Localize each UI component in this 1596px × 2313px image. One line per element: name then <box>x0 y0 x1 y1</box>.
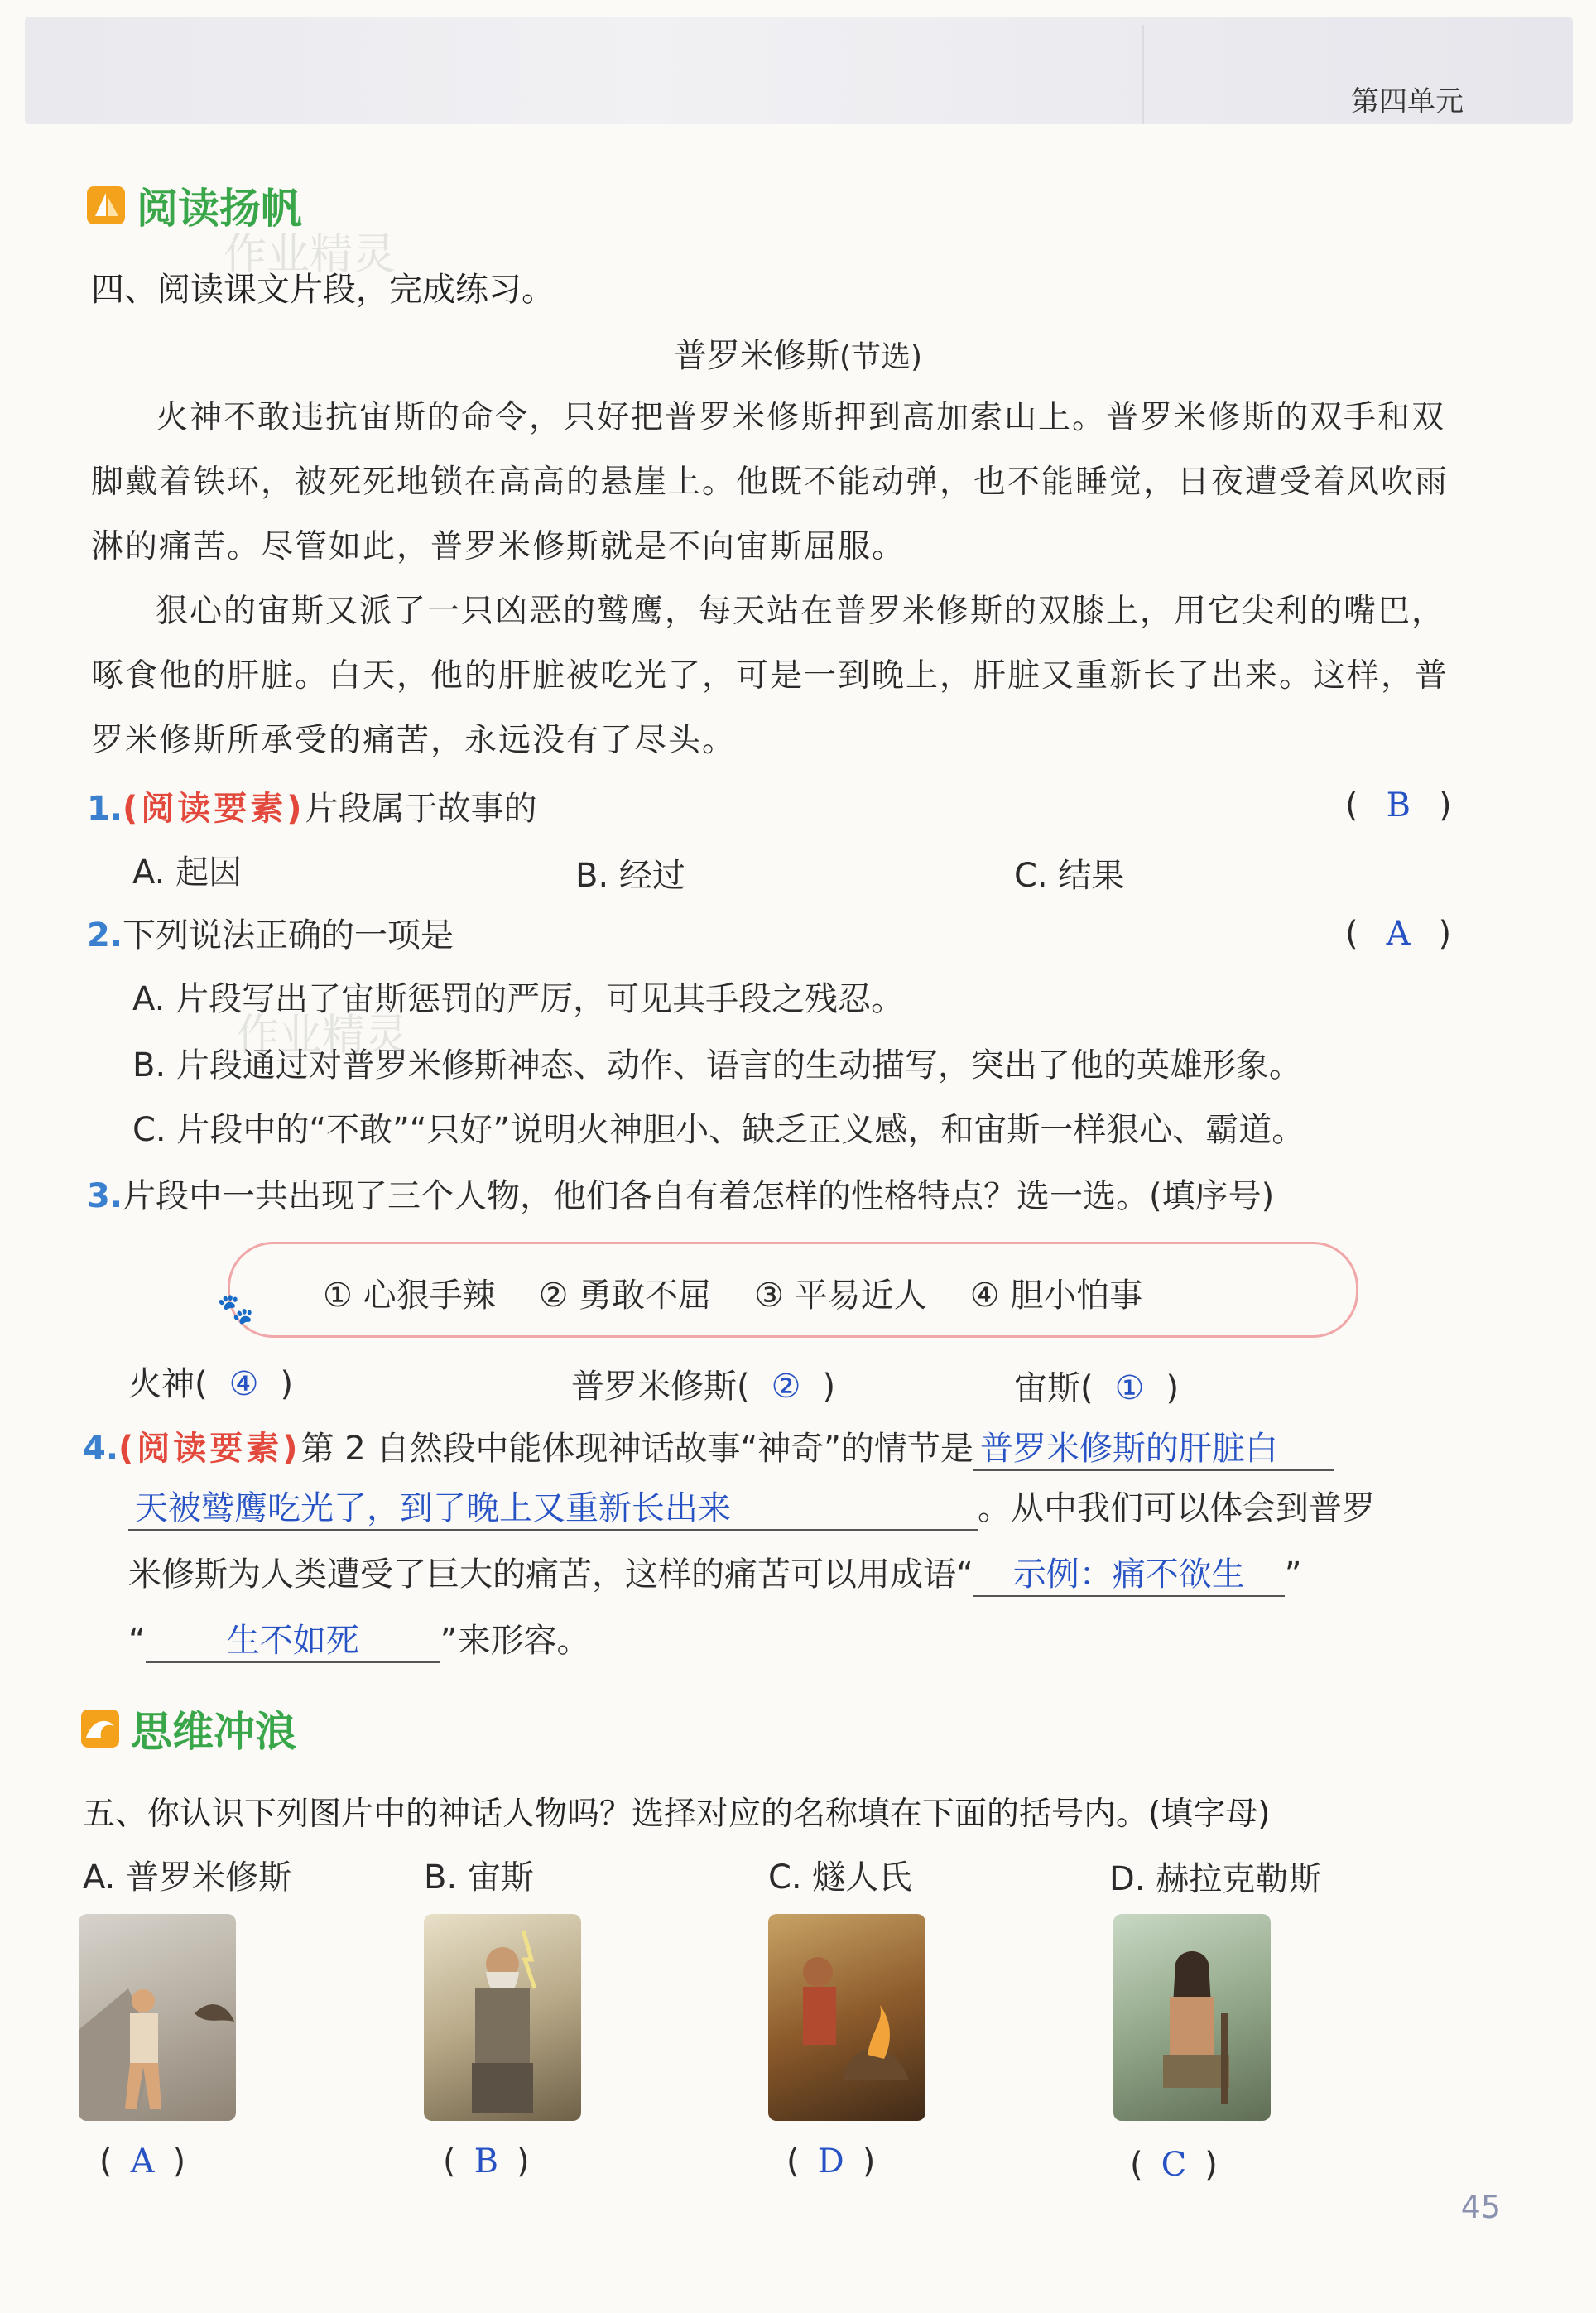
answer: B <box>474 2142 499 2181</box>
paren-open: ( <box>1345 915 1358 953</box>
section-thinking <box>81 1699 296 1758</box>
picture-answer <box>1130 2146 1218 2184</box>
picture-answer <box>443 2142 530 2181</box>
image-prometheus <box>79 1914 236 2121</box>
answer-box-2 <box>1345 915 1451 953</box>
question-text: 片段中一共出现了三个人物，他们各自有着怎样的性格特点？选一选。(填序号) <box>123 1177 1275 1215</box>
wave-icon <box>81 1710 119 1748</box>
answer: A <box>1386 915 1411 953</box>
answer: B <box>1386 786 1411 825</box>
question-text: 。从中我们可以体会到普罗 <box>978 1489 1375 1527</box>
image-suiren <box>768 1914 925 2121</box>
name-option: D. 赫拉克勒斯 <box>1109 1860 1322 1898</box>
question-1 <box>87 782 537 830</box>
answer: D <box>817 2142 844 2181</box>
hercules-illustration <box>1113 1914 1271 2121</box>
unit-label: 第四单元 <box>1351 85 1464 118</box>
prometheus-illustration <box>79 1914 236 2121</box>
question-4-line-3 <box>128 1548 1301 1597</box>
header-divider <box>1142 25 1144 124</box>
paren-close: ) <box>862 2142 876 2181</box>
fill-label: 普罗米修斯( <box>571 1368 750 1406</box>
question-tag: (阅读要素) <box>118 1430 301 1468</box>
question-number: 1. <box>87 790 123 828</box>
option: C. 结果 <box>1014 857 1125 895</box>
question-text: ”来形容。 <box>440 1622 590 1660</box>
question-text: 下列说法正确的一项是 <box>123 916 454 955</box>
paren-open: ( <box>1130 2146 1143 2184</box>
paren-open: ( <box>1345 786 1358 825</box>
option: C. 片段中的“不敢”“只好”说明火神胆小、缺乏正义感，和宙斯一样狠心、霸道。 <box>132 1111 1305 1149</box>
answer-blank: 示例：痛不欲生 <box>973 1548 1285 1597</box>
question-number: 4. <box>83 1430 119 1468</box>
section-title: 思维冲浪 <box>131 1708 296 1756</box>
zeus-illustration <box>424 1914 581 2121</box>
image-hercules <box>1113 1914 1271 2121</box>
passage-note: (节选) <box>839 340 923 374</box>
passage-paragraph: 狠心的宙斯又派了一只凶恶的鹫鹰，每天站在普罗米修斯的双膝上，用它尖利的嘴巴，啄食他的肝脏。白天，他的肝脏被吃光了，可是一到晚上，肝脏又重新长了出来。这样，普罗米修斯所承受的痛苦，永远没有了尽头。 <box>91 593 1449 759</box>
paren-open: ( <box>443 2142 456 2181</box>
image-zeus <box>424 1914 581 2121</box>
question-4-line-4 <box>128 1614 589 1663</box>
passage-title-row <box>0 329 1596 377</box>
choice: ④ 胆小怕事 <box>969 1277 1143 1315</box>
paren-close: ) <box>822 1368 836 1406</box>
paren-open: ( <box>786 2142 800 2181</box>
question-text: 米修斯为人类遭受了巨大的痛苦，这样的痛苦可以用成语“ <box>128 1556 973 1594</box>
paren-close: ) <box>1439 786 1452 825</box>
page-number: 45 <box>1460 2189 1501 2225</box>
watermark: 作业精灵 <box>236 1011 409 1060</box>
answer: ① <box>1114 1369 1145 1407</box>
answer: ② <box>771 1368 801 1406</box>
sail-icon <box>87 186 125 224</box>
passage-title: 普罗米修斯 <box>673 337 839 375</box>
question-number: 2. <box>87 916 123 955</box>
quote-open: “ <box>128 1622 146 1660</box>
question-4-line-2 <box>128 1482 1375 1531</box>
passage <box>91 386 1469 773</box>
paw-icon: 🐾 <box>217 1292 254 1326</box>
fill-zeus <box>1014 1362 1179 1409</box>
option: B. 经过 <box>575 857 685 895</box>
question-text: 第 2 自然段中能体现神话故事“神奇”的情节是 <box>300 1430 973 1468</box>
watermark: 作业精灵 <box>224 230 397 280</box>
answer-blank: 生不如死 <box>146 1614 440 1663</box>
paren-close: ) <box>1166 1369 1180 1407</box>
choices-row <box>323 1269 1142 1316</box>
question-text: 片段属于故事的 <box>305 790 537 828</box>
answer-box-1 <box>1345 786 1452 825</box>
fill-label: 火神( <box>128 1365 208 1403</box>
answer-blank: 普罗米修斯的肝脏白 <box>973 1422 1334 1471</box>
question-2 <box>87 909 454 956</box>
fill-label: 宙斯( <box>1014 1369 1094 1407</box>
answer: C <box>1161 2146 1187 2184</box>
name-option: B. 宙斯 <box>424 1859 534 1897</box>
question-number: 3. <box>87 1177 123 1215</box>
answer-blank: 天被鹫鹰吃光了，到了晚上又重新长出来 <box>128 1482 978 1531</box>
paren-close: ) <box>1438 915 1452 953</box>
choice: ② 勇敢不屈 <box>538 1277 712 1315</box>
answer: A <box>130 2142 155 2181</box>
paren-open: ( <box>99 2142 113 2181</box>
question-heading: 四、阅读课文片段，完成练习。 <box>91 271 555 309</box>
choice: ① 心狠手辣 <box>323 1277 496 1315</box>
paren-close: ) <box>280 1365 294 1403</box>
suiren-illustration <box>768 1914 925 2121</box>
paren-close: ) <box>1204 2146 1218 2184</box>
fill-prometheus <box>571 1360 835 1407</box>
passage-paragraph: 火神不敢违抗宙斯的命令，只好把普罗米修斯押到高加索山上。普罗米修斯的双手和双脚戴着铁环，被死死地锁在高高的悬崖上。他既不能动弹，也不能睡觉，日夜遭受着风吹雨淋的痛苦。尽管如此，普罗米修斯就是不向宙斯屈服。 <box>91 399 1449 565</box>
picture-answer <box>786 2142 875 2181</box>
answer: ④ <box>228 1365 259 1403</box>
quote-close: ” <box>1284 1556 1302 1594</box>
section-title: 阅读扬帆 <box>137 185 302 233</box>
option: A. 片段写出了宙斯惩罚的严厉，可见其手段之残忍。 <box>132 980 905 1018</box>
name-option: C. 燧人氏 <box>768 1859 912 1897</box>
question-tag: (阅读要素) <box>123 790 305 828</box>
paren-close: ) <box>517 2142 530 2181</box>
name-option: A. 普罗米修斯 <box>83 1859 292 1897</box>
question-4-line-1 <box>83 1422 1507 1471</box>
choice: ③ 平易近人 <box>754 1277 927 1315</box>
option: B. 片段通过对普罗米修斯神态、动作、语言的生动描写，突出了他的英雄形象。 <box>132 1046 1302 1084</box>
question-heading: 五、你认识下列图片中的神话人物吗？选择对应的名称填在下面的括号内。(填字母) <box>83 1796 1271 1833</box>
picture-answer <box>99 2142 185 2181</box>
header-band <box>25 17 1573 124</box>
fill-fire-god <box>128 1358 293 1405</box>
paren-close: ) <box>172 2142 186 2181</box>
question-3 <box>87 1170 1274 1217</box>
option: A. 起因 <box>132 854 243 892</box>
